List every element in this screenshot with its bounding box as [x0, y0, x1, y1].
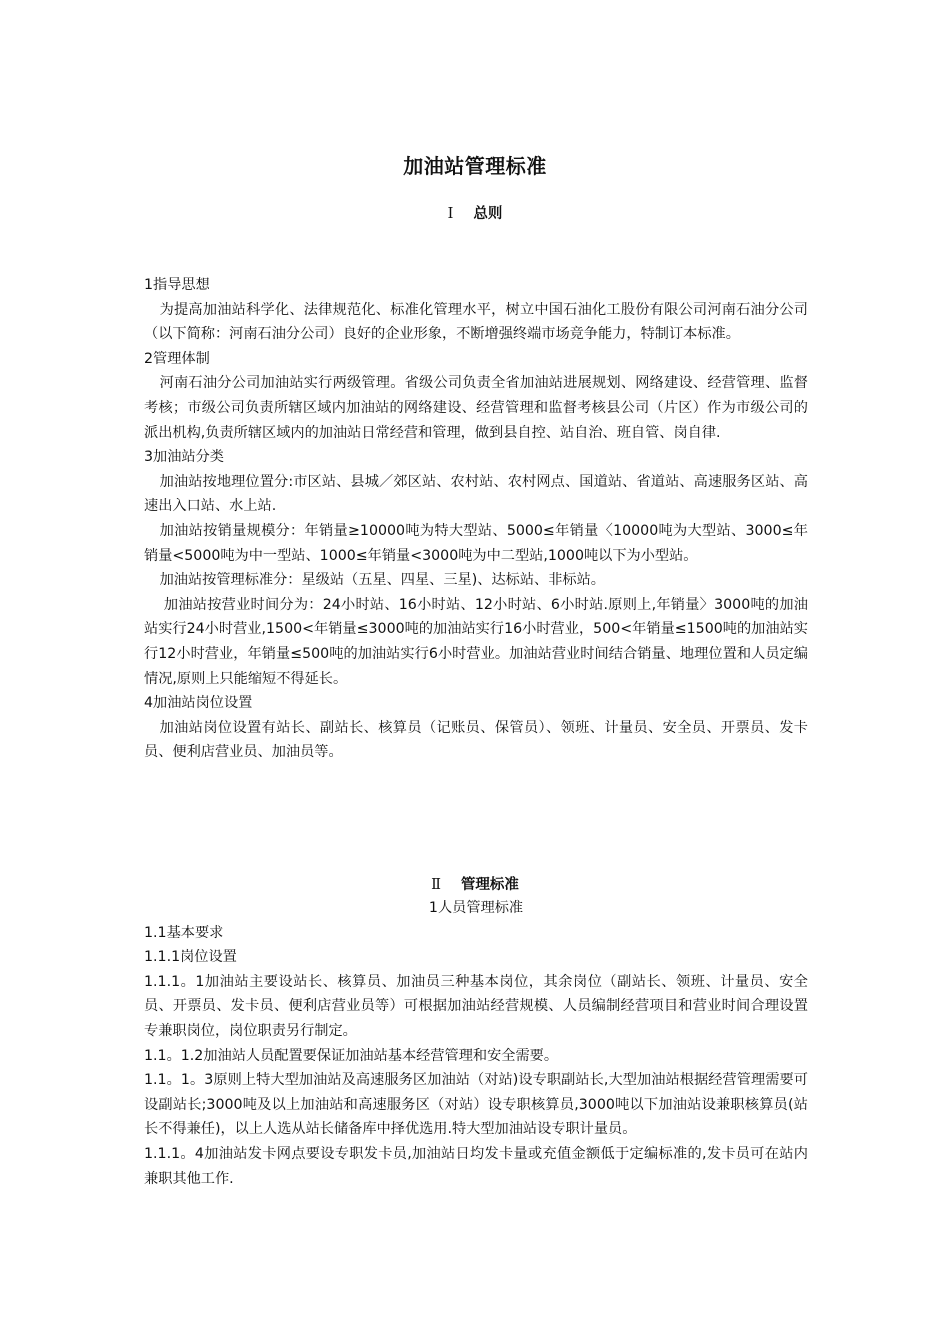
- section-numeral: Ⅱ: [431, 877, 441, 893]
- paragraph: 加油站按管理标准分：星级站（五星、四星、三星)、达标站、非标站。: [159, 572, 605, 589]
- heading-basic-requirements: 1.1基本要求: [144, 924, 224, 941]
- paragraph: 加油站按地理位置分:市区站、县城／郊区站、农村站、农村网点、国道站、省道站、高速服务区站、高速出入口站、水上站.: [144, 473, 808, 515]
- heading-guiding-ideology: 1指导思想: [144, 277, 210, 293]
- section-heading-management: [0, 873, 950, 894]
- paragraph: 1.1。1。3原则上特大型加油站及高速服务区加油站（对站)设专职副站长,大型加油站根据经营管理需要可设副站长;3000吨及以上加油站和高速服务区（对站）设专职核算员,3000吨以下加油站设兼职核算员(站长不得兼任)，以上人选从站长储备库中择优选用.特大型加油站设专职计量员。: [144, 1072, 808, 1138]
- paragraph: 1.1.1。1加油站主要设站长、核算员、加油员三种基本岗位，其余岗位（副站长、领班、计量员、安全员、开票员、发卡员、便利店营业员等）可根据加油站经营规模、人员编制经营项目和营业时间合理设置专兼职岗位，岗位职责另行制定。: [144, 973, 808, 1039]
- section-heading-general: [0, 202, 950, 223]
- heading-post-setup: 1.1.1岗位设置: [144, 949, 237, 966]
- paragraph: 河南石油分公司加油站实行两级管理。省级公司负责全省加油站进展规划、网络建设、经营管理、监督考核；市级公司负责所辖区域内加油站的网络建设、经营管理和监督考核县公司（片区）作为市级公司的派出机构,负责所辖区域内的加油站日常经营和管理，做到县自控、站自治、班自管、岗自律.: [144, 375, 808, 441]
- paragraph: 为提高加油站科学化、法律规范化、标准化管理水平，树立中国石油化工股份有限公司河南石油分公司（以下简称：河南石油分公司）良好的企业形象，不断增强终端市场竞争能力，特制订本标准。: [144, 301, 808, 343]
- heading-post-setup: 4加油站岗位设置: [144, 695, 253, 712]
- section-title: 总则: [473, 206, 503, 222]
- paragraph: 加油站按销量规模分：年销量≥10000吨为特大型站、5000≤年销量〈10000吨为大型站、3000≤年销量<5000吨为中一型站、1000≤年销量<3000吨为中二型站,1000吨以下为小型站。: [144, 522, 808, 564]
- subsection-heading: 1人员管理标准: [428, 900, 524, 916]
- section-title: 管理标准: [460, 877, 519, 893]
- paragraph: 1.1。1.2加油站人员配置要保证加油站基本经营管理和安全需要。: [144, 1047, 559, 1064]
- paragraph: 加油站按营业时间分为：24小时站、16小时站、12小时站、6小时站.原则上,年销量〉3000吨的加油站实行24小时营业,1500<年销量≤3000吨的加油站实行16小时营业，500<年销量≤1500吨的加油站实行12小时营业，年销量≤500吨的加油站实行6小时营业。加油站营业时间结合销量、地理位置和人员定编情况,原则上只能缩短不得延长。: [144, 596, 808, 687]
- paragraph: 加油站岗位设置有站长、副站长、核算员（记账员、保管员）、领班、计量员、安全员、开票员、发卡员、便利店营业员、加油员等。: [144, 719, 808, 761]
- section-numeral: Ⅰ: [447, 206, 454, 222]
- heading-management-system: 2管理体制: [144, 350, 210, 367]
- general-provisions: [144, 273, 808, 765]
- heading-station-classification: 3加油站分类: [144, 449, 224, 466]
- management-standards: [144, 896, 808, 1191]
- paragraph: 1.1.1。4加油站发卡网点要设专职发卡员,加油站日均发卡量或充值金额低于定编标准的,发卡员可在站内兼职其他工作.: [144, 1145, 808, 1187]
- document-title: 加油站管理标准: [403, 154, 547, 178]
